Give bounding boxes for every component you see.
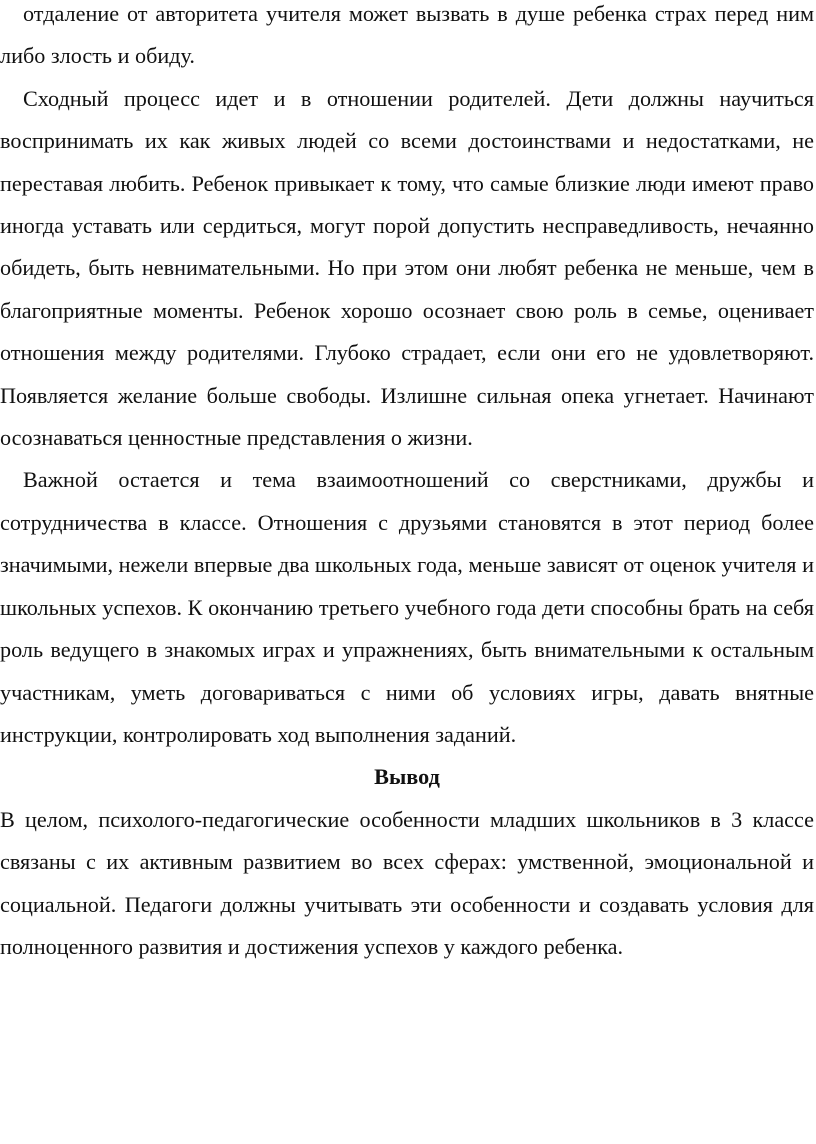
conclusion-paragraph: В целом, психолого-педагогические особенности младших школьников в 3 классе связаны с их активным развитием во всех сферах: умственной, эмоциональной и социальной. Педагоги должны учитывать эти особенности и создавать условия для полноценного развития и достижения успехов у каждого ребенка. [0,806,814,959]
paragraph-continuation: отдаление от авторитета учителя может вызвать в душе ребенка страх перед ним либо злость и обиду. [0,1,814,69]
paragraph-parents: Сходный процесс идет и в отношении родителей. Дети должны научиться воспринимать их как живых людей со всеми достоинствами и недостатками, не переставая любить. Ребенок привыкает к тому, что самые близкие люди имеют право иногда уставать или сердиться, могут порой допустить несправедливость, нечаянно обидеть, быть невнимательными. Но при этом они любят ребенка не меньше, чем в благоприятные моменты. Ребенок хорошо осознает свою роль в семье, оценивает отношения между родителями. Глубоко страдает, если они его не удовлетворяют. Появляется желание больше свободы. Излишне сильная опека угнетает. Начинают осознаваться ценностные представления о жизни. [0,85,814,451]
conclusion-heading: Вывод [374,764,440,790]
paragraph-peers: Важной остается и тема взаимоотношений со сверстниками, дружбы и сотрудничества в классе. Отношения с друзьями становятся в этот период более значимыми, нежели впервые два школьных года, меньше зависят от оценок учителя и школьных успехов. К окончанию третьего учебного года дети способны брать на себя роль ведущего в знакомых играх и упражнениях, быть внимательными к остальным участникам, уметь договариваться с ними об условиях игры, давать внятные инструкции, контролировать ход выполнения заданий. [0,467,814,747]
